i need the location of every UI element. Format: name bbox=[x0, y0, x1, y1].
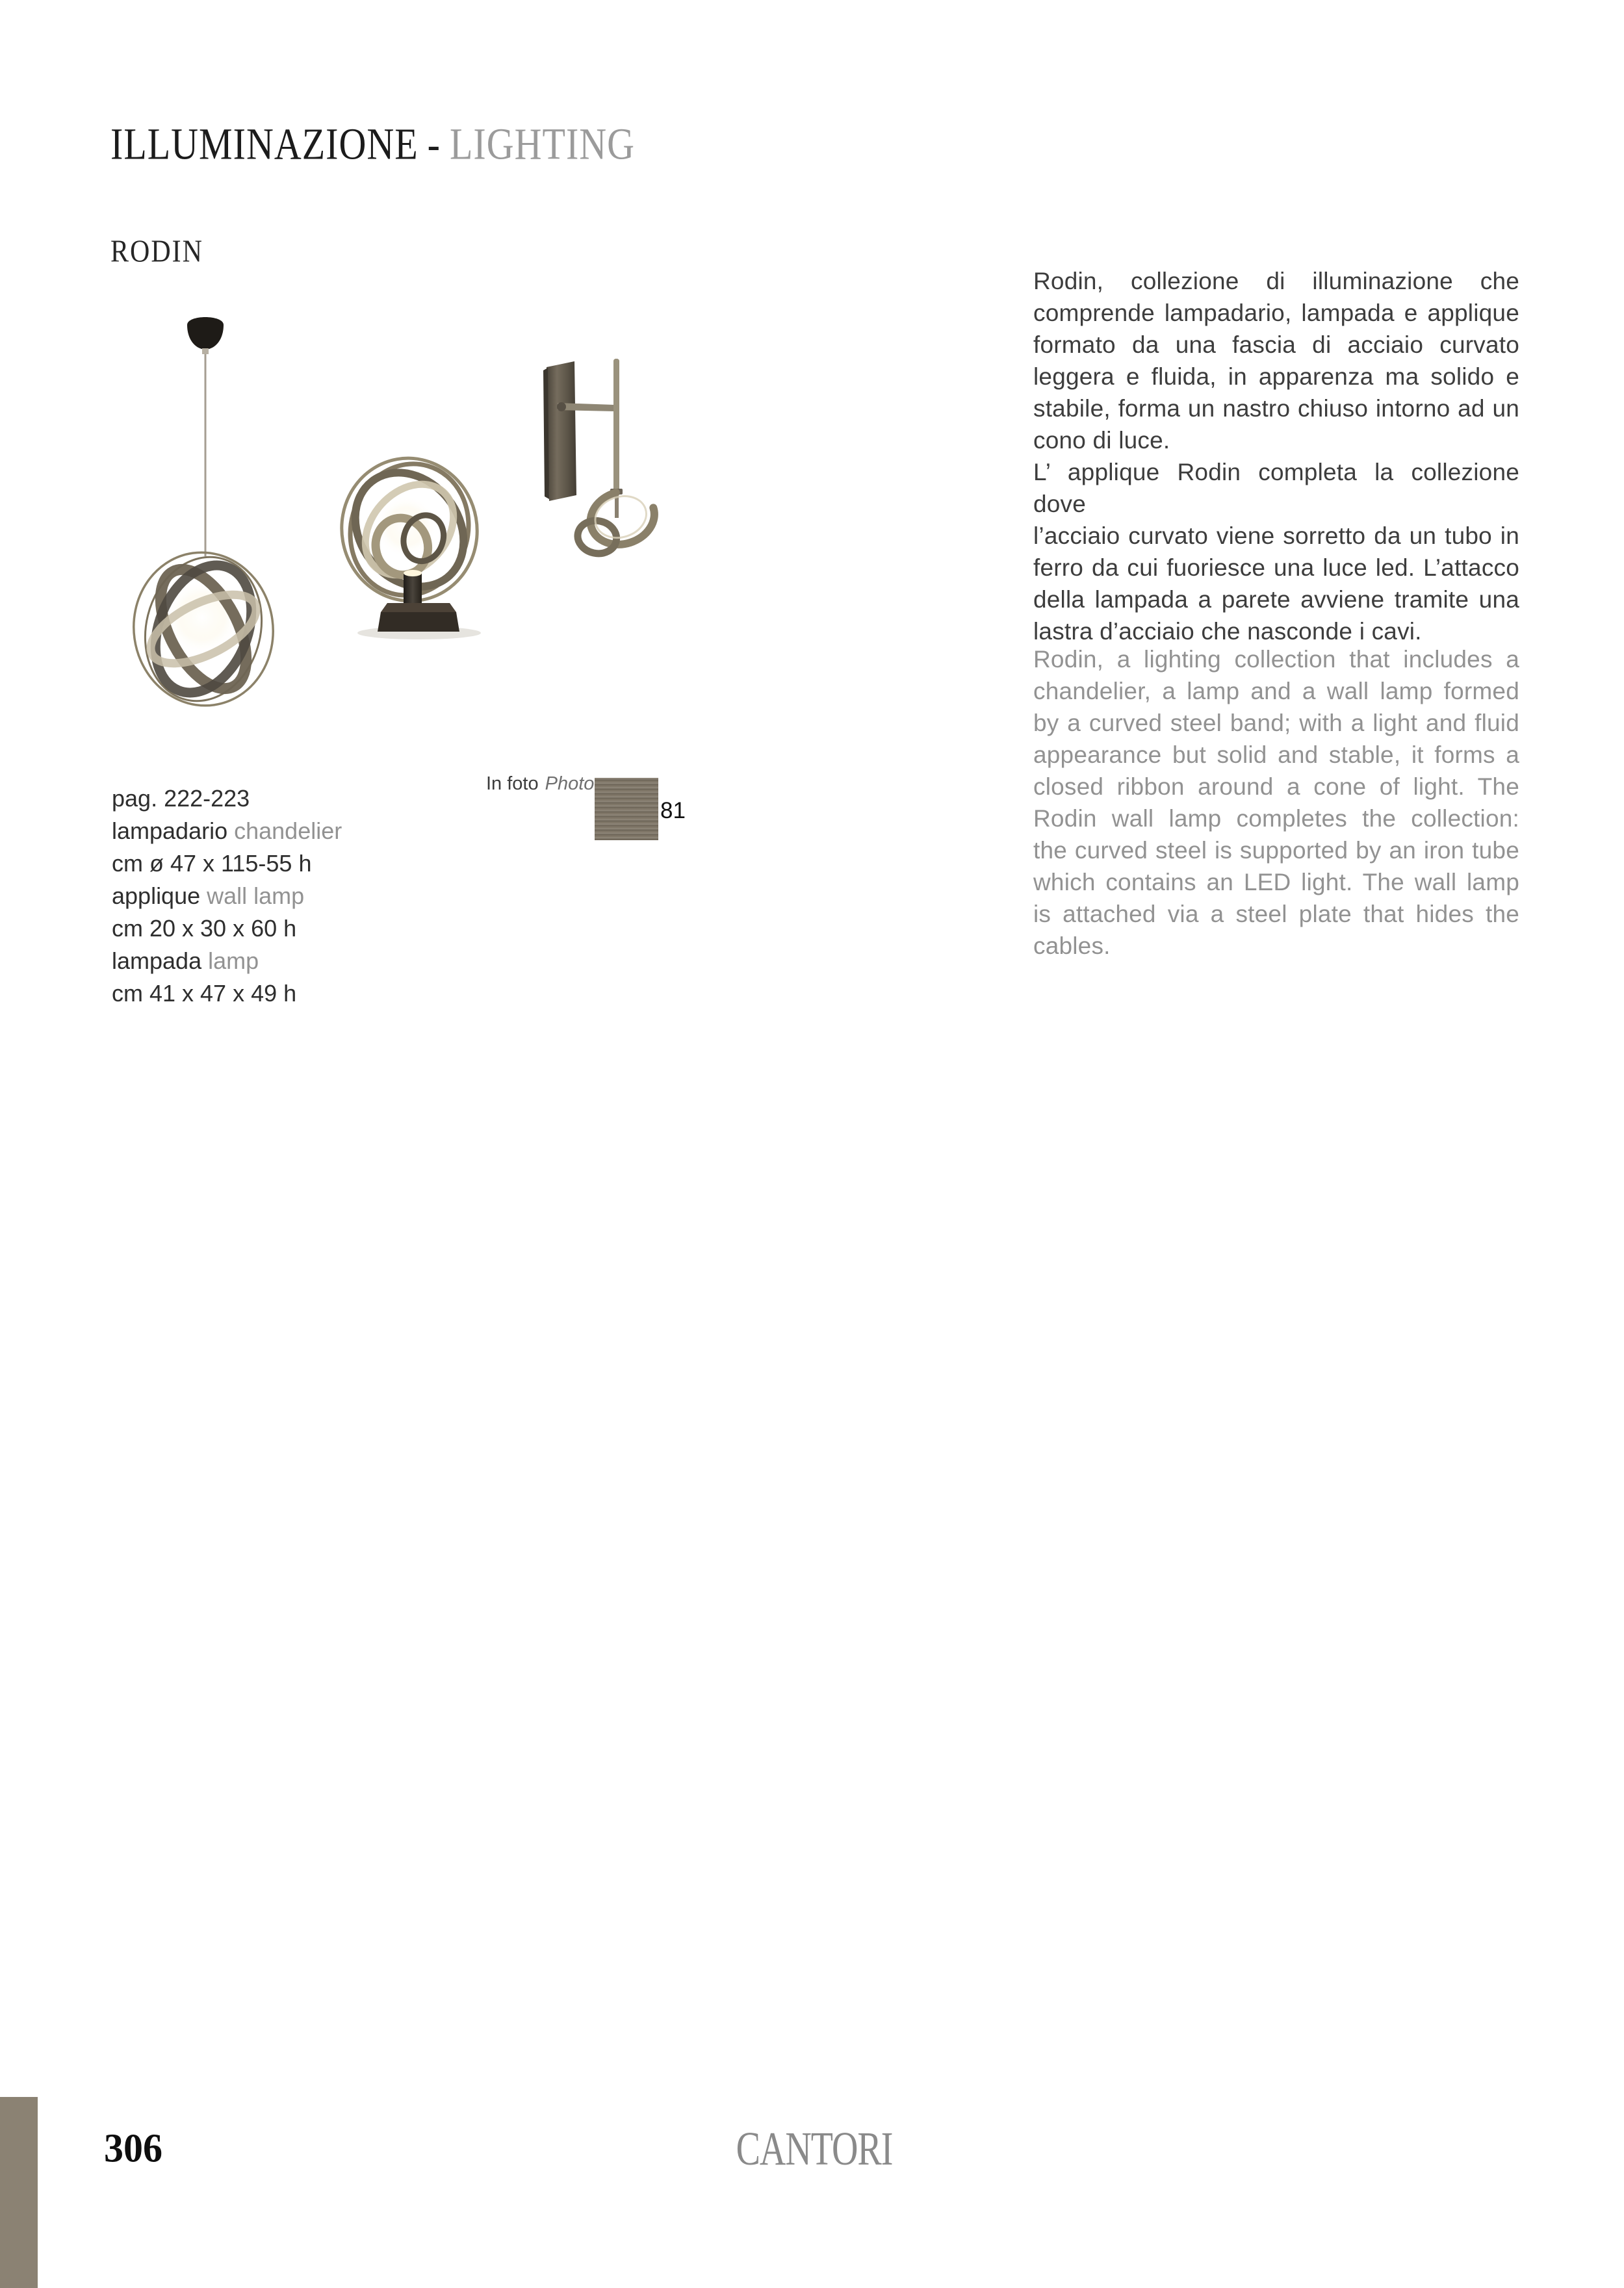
description-italian bbox=[1033, 265, 1519, 647]
wall-lamp-curl bbox=[574, 483, 661, 557]
photo-note-label: In foto bbox=[486, 773, 539, 794]
page-edge-tab bbox=[0, 2097, 38, 2288]
text-line: closed ribbon around a cone of light. The bbox=[1033, 773, 1519, 800]
spec-name-english: wall lamp bbox=[200, 882, 305, 909]
text-line: l’acciaio curvato viene sorretto da un tubo in bbox=[1033, 522, 1519, 549]
chandelier-rings bbox=[124, 543, 283, 714]
spec-dimensions: cm 20 x 30 x 60 h bbox=[112, 915, 297, 942]
table-lamp-base-top bbox=[381, 603, 456, 612]
spec-dimensions: cm ø 47 x 115-55 h bbox=[112, 850, 312, 877]
spec-dimensions: cm 41 x 47 x 49 h bbox=[112, 980, 297, 1007]
header-title-italian: ILLUMINAZIONE bbox=[110, 119, 419, 169]
table-lamp-base bbox=[378, 612, 459, 632]
text-line: L’ applique Rodin completa la collezione dove bbox=[1033, 459, 1519, 517]
text-line: Rodin, collezione di illuminazione che bbox=[1033, 268, 1519, 294]
paragraph bbox=[1033, 265, 1519, 456]
brand-logo: CANTORI bbox=[736, 2123, 893, 2176]
text-line: appearance but solid and stable, it forms a bbox=[1033, 741, 1519, 768]
text-line: chandelier, a lamp and a wall lamp formed bbox=[1033, 678, 1519, 704]
paragraph bbox=[1033, 456, 1519, 647]
description-english bbox=[1033, 643, 1519, 962]
text-line: formato da una fascia di acciaio curvato bbox=[1033, 331, 1519, 358]
text-line: cables. bbox=[1033, 932, 1111, 959]
spec-name-english: lamp bbox=[201, 947, 259, 974]
text-line: ferro da cui fuoriesce una luce led. L’attacco bbox=[1033, 554, 1519, 581]
spec-name-english: chandelier bbox=[227, 817, 342, 844]
text-line: by a curved steel band; with a light and fluid bbox=[1033, 710, 1519, 736]
page-number: 306 bbox=[104, 2126, 162, 2171]
text-line: which contains an LED light. The wall lamp bbox=[1033, 869, 1519, 895]
chandelier-photo bbox=[124, 317, 283, 715]
text-line: leggera e fluida, in apparenza ma solido e bbox=[1033, 363, 1519, 390]
photo-note-label-translation: Photo bbox=[545, 773, 595, 794]
text-line: the curved steel is supported by an iron tube bbox=[1033, 837, 1519, 864]
header-title-english: LIGHTING bbox=[450, 119, 636, 169]
photo-note bbox=[486, 773, 594, 795]
spec-name-italian: lampada bbox=[112, 947, 202, 974]
finish-swatch bbox=[595, 778, 658, 840]
spec-product-name bbox=[112, 945, 342, 977]
text-line: is attached via a steel plate that hides the bbox=[1033, 901, 1519, 927]
table-lamp-bulb-tube bbox=[404, 573, 422, 608]
wall-plate bbox=[547, 361, 576, 501]
spec-product-name bbox=[112, 815, 342, 847]
text-line: cono di luce. bbox=[1033, 427, 1170, 454]
product-specs bbox=[112, 782, 342, 1010]
text-line: Rodin, a lighting collection that includes a bbox=[1033, 646, 1519, 673]
wall-tube bbox=[613, 359, 619, 494]
spec-page-ref: pag. 222-223 bbox=[112, 785, 250, 812]
text-line: Rodin wall lamp completes the collection: bbox=[1033, 805, 1519, 832]
text-line: stabile, forma un nastro chiuso intorno ad un bbox=[1033, 395, 1519, 422]
table-lamp-photo bbox=[330, 448, 488, 639]
spec-product-name bbox=[112, 880, 342, 912]
spec-name-italian: lampadario bbox=[112, 817, 228, 844]
text-line: lastra d’acciaio che nasconde i cavi. bbox=[1033, 618, 1422, 645]
spec-name-italian: applique bbox=[112, 882, 201, 909]
paragraph bbox=[1033, 643, 1519, 962]
collection-title: RODIN bbox=[110, 235, 203, 270]
text-line: comprende lampadario, lampada e applique bbox=[1033, 300, 1519, 326]
ceiling-cup bbox=[187, 317, 224, 350]
page-header bbox=[110, 118, 635, 170]
header-separator: - bbox=[427, 119, 441, 169]
wall-lamp-photo bbox=[543, 359, 662, 557]
finish-code: 81 bbox=[660, 798, 686, 823]
product-photos bbox=[91, 292, 689, 734]
wall-arm bbox=[558, 403, 615, 411]
text-line: della lampada a parete avviene tramite una bbox=[1033, 586, 1519, 613]
